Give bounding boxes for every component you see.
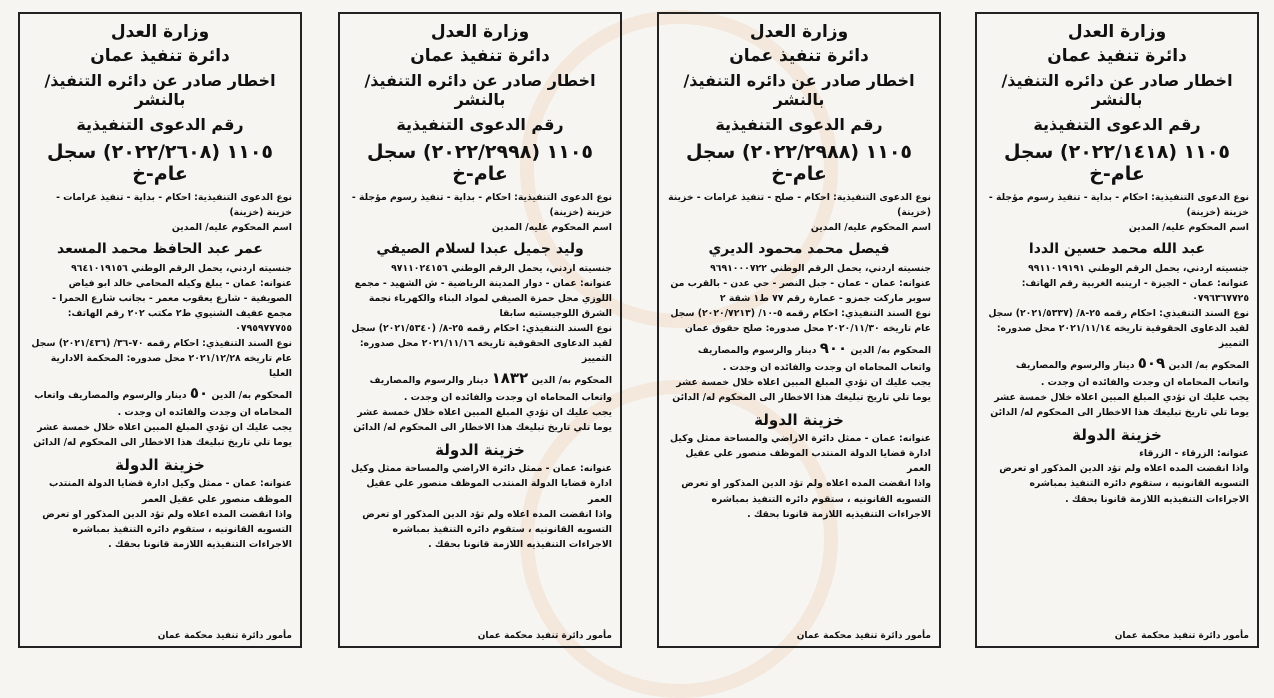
creditor-title: خزينة الدولة [435, 441, 525, 460]
case-type: نوع الدعوى التنفيذية: احكام - بداية - تنفيذ غرامات - خزينة (خزينة) [56, 191, 292, 218]
bond-details: نوع السند التنفيذي: احكام رقمه ٢٥-٨/ (٢٠٢١/٥٣٣٧) سجل لقيد الدعاوى الحقوقية تاريخه ٢٠٢١/١١/١٤ محل صدوره: التمييز [988, 307, 1249, 349]
bond-details: نوع السند التنفيذي: احكام رقمه ٥-١٠/ (٢٠٢٠/٧٢١٣) سجل عام تاريخه ٢٠٢٠/١١/٣٠ محل صدوره: صلح حقوق عمان [670, 307, 931, 334]
notice-card [338, 12, 622, 648]
amount-value: ٥٠ [189, 384, 209, 403]
department-title: دائرة تنفيذ عمان [1047, 46, 1187, 67]
payment-demand: يجب عليك ان تؤدي المبلغ المبين اعلاه خلال خمسة عشر يوما تلي تاريخ تبليغك هذا الاخطار الى المحكوم له/ الدائن [33, 422, 292, 449]
creditor-title: خزينة الدولة [754, 411, 844, 430]
nationality: جنسيته اردني، يحمل الرقم الوطني ٩٦٩١٠٠٠٧٢٢ [710, 262, 931, 274]
department-title: دائرة تنفيذ عمان [90, 46, 230, 67]
case-title: رقم الدعوى التنفيذية [715, 114, 883, 134]
amount-value: ١٨٣٢ [491, 369, 529, 387]
warning-text: واذا انقضت المده اعلاه ولم تؤد الدين المذكور او تعرض التسويه القانونيه ، ستقوم دائره التنفيذ بمباشره الاجراءات التنفيذيه اللازمة قانونا بحقك . [681, 478, 931, 520]
creditor-address: عنوانه: عمان - ممثل دائرة الاراضي والمساحة ممثل وكيل ادارة قضايا الدولة المنتدب الموظف منصور علي عقيل العمر [351, 463, 612, 505]
debtor-label: اسم المحكوم عليه/ المدين [491, 221, 612, 233]
debtor-label: اسم المحكوم عليه/ المدين [171, 221, 292, 233]
amount-prefix: المحكوم به/ الدين [211, 390, 292, 402]
case-title: رقم الدعوى التنفيذية [1033, 114, 1201, 134]
debtor-address: عنوانه: عمان - عمان - جبل النصر - حي عدن - بالقرب من سوبر ماركت جمزو - عمارة رقم ٧٧ ط١ شقة ٢ [670, 277, 931, 304]
bond-details: نوع السند التنفيذي: احكام رقمه ٢٥-٨/ (٢٠٢١/٥٣٤٠) سجل لقيد الدعاوى الحقوقية تاريخه ٢٠٢١/١١/١٦ محل صدوره: التمييز [351, 322, 612, 364]
debtor-label: اسم المحكوم عليه/ المدين [810, 221, 931, 233]
case-type: نوع الدعوى التنفيذية: احكام - صلح - تنفيذ غرامات - خزينة (خزينة) [668, 191, 931, 218]
debtor-name: عبد الله محمد حسين الددا [1028, 240, 1206, 257]
amount-prefix: المحكوم به/ الدين [850, 344, 931, 356]
amount-prefix: المحكوم به/ الدين [1168, 359, 1249, 371]
ministry-title: وزارة العدل [1067, 22, 1167, 42]
case-number: ١١٠٥ (٢٠٢٢/٢٩٩٨) سجل عام-خ [366, 140, 594, 186]
ministry-title: وزارة العدل [430, 22, 530, 42]
bond-details: نوع السند التنفيذي: احكام رقمه ٧٠-٣٦/ (٢٠٢١/٤٣٦) سجل عام تاريخه ٢٠٢١/١٢/٢٨ محل صدوره: المحكمة الادارية العليا [31, 337, 292, 379]
notice-subject: اخطار صادر عن دائره التنفيذ/ بالنشر [1001, 71, 1233, 109]
creditor-address: عنوانه: عمان - ممثل وكيل ادارة قضايا الدولة المنتدب الموظف منصور علي عقيل العمر [48, 478, 292, 505]
department-title: دائرة تنفيذ عمان [410, 46, 550, 67]
payment-demand: يجب عليك ان تؤدي المبلغ المبين اعلاه خلال خمسة عشر يوما تلي تاريخ تبليغك هذا الاخطار الى المحكوم له/ الدائن [990, 392, 1249, 419]
amount-value: ٥٠٩ [1137, 353, 1166, 372]
notice-subject: اخطار صادر عن دائره التنفيذ/ بالنشر [364, 71, 596, 109]
case-number: ١١٠٥ (٢٠٢٢/٢٩٨٨) سجل عام-خ [685, 140, 913, 186]
amount-line [348, 366, 612, 405]
amount-suffix: دينار والرسوم والمصاريف واتعاب المحاماه ان وجدت والفائده ان وجدت . [697, 344, 931, 374]
nationality: جنسيته اردني، يحمل الرقم الوطني ٩٩١١٠١٩١٩١ [1028, 262, 1249, 274]
amount-line [667, 336, 931, 375]
warning-text: واذا انقضت المده اعلاه ولم تؤد الدين المذكور او تعرض التسويه القانونيه ، ستقوم دائره التنفيذ بمباشره الاجراءات التنفيذيه اللازمة قانونا بحقك . [42, 508, 292, 550]
notice-card [975, 12, 1259, 648]
payment-demand: يجب عليك ان تؤدي المبلغ المبين اعلاه خلال خمسة عشر يوما تلي تاريخ تبليغك هذا الاخطار الى المحكوم له/ الدائن [353, 407, 612, 434]
notice-footer: مأمور دائرة تنفيذ محكمة عمان [1114, 631, 1249, 641]
debtor-label: اسم المحكوم عليه/ المدين [1128, 221, 1249, 233]
payment-demand: يجب عليك ان تؤدي المبلغ المبين اعلاه خلال خمسة عشر يوما تلي تاريخ تبليغك هذا الاخطار الى المحكوم له/ الدائن [672, 377, 931, 404]
case-number: ١١٠٥ (٢٠٢٢/١٤١٨) سجل عام-خ [1003, 140, 1231, 186]
creditor-address: عنوانه: عمان - ممثل دائرة الاراضي والمساحة ممثل وكيل ادارة قضايا الدولة المنتدب الموظف منصور علي عقيل العمر [670, 433, 931, 475]
notice-footer: مأمور دائرة تنفيذ محكمة عمان [157, 631, 292, 641]
amount-suffix: دينار والرسوم والمصاريف واتعاب المحاماه ان وجدت والفائده ان وجدت . [34, 390, 292, 419]
notice-subject: اخطار صادر عن دائره التنفيذ/ بالنشر [683, 71, 915, 109]
warning-text: واذا انقضت المده اعلاه ولم تؤد الدين المذكور او تعرض التسويه القانونيه ، ستقوم دائره التنفيذ بمباشره الاجراءات التنفيذيه اللازمة قانونا بحقك . [362, 508, 612, 550]
amount-line [985, 351, 1249, 390]
debtor-name: فيصل محمد محمود الديري [708, 240, 890, 257]
debtor-address: عنوانه: عمان - دوار المدينة الرياضية - ش الشهيد - مجمع اللوزي محل حمزة الصيفي لمواد البناء والكهرباء نجمة الشرق اللوجيستيه سابقا [354, 277, 612, 319]
amount-line [28, 381, 292, 420]
nationality: جنسيته اردني، يحمل الرقم الوطني ٩٦٤١٠١٩١٥٦ [71, 262, 292, 274]
notice-footer: مأمور دائرة تنفيذ محكمة عمان [477, 631, 612, 641]
debtor-name: عمر عبد الحافظ محمد المسعد [57, 240, 263, 257]
notice-card [657, 12, 941, 648]
creditor-address: عنوانه: الزرقاء - الزرقاء [1139, 448, 1249, 460]
notice-card [18, 12, 302, 648]
amount-suffix: دينار والرسوم والمصاريف واتعاب المحاماه ان وجدت والفائده ان وجدت . [1015, 359, 1249, 389]
case-title: رقم الدعوى التنفيذية [76, 114, 244, 134]
notice-footer: مأمور دائرة تنفيذ محكمة عمان [796, 631, 931, 641]
ministry-title: وزارة العدل [749, 22, 849, 42]
debtor-address: عنوانه: عمان - يبلغ وكيله المحامي خالد ابو فياض الصويفية - شارع يعقوب معمر - بجانب شارع الحمرا - مجمع عفيف الشنيوي ط٢ مكتب ٢٠٢ رقم الهاتف: ٠٧٩٥٩٧٧٧٥٥ [52, 277, 292, 334]
warning-text: واذا انقضت المده اعلاه ولم تؤد الدين المذكور او تعرض التسويه القانونيه ، ستقوم دائره التنفيذ بمباشره الاجراءات التنفيذيه اللازمة قانونا بحقك . [999, 463, 1249, 505]
case-type: نوع الدعوى التنفيذية: احكام - بداية - تنفيذ رسوم مؤجلة - خزينة (خزينة) [988, 191, 1249, 218]
debtor-address: عنوانه: عمان - الجيزة - ارينبه الغربية رقم الهاتف: ٠٧٩٦٣٦٧٧٢٥ [1021, 277, 1249, 304]
creditor-title: خزينة الدولة [115, 456, 205, 475]
nationality: جنسيته اردني، يحمل الرقم الوطني ٩٧١١٠٢٤١٥٦ [391, 262, 612, 274]
case-number: ١١٠٥ (٢٠٢٢/٢٦٠٨) سجل عام-خ [46, 140, 274, 186]
amount-suffix: دينار والرسوم والمصاريف واتعاب المحاماه ان وجدت والفائده ان وجدت . [369, 375, 612, 404]
ministry-title: وزارة العدل [110, 22, 210, 42]
amount-prefix: المحكوم به/ الدين [531, 375, 612, 386]
case-title: رقم الدعوى التنفيذية [396, 114, 564, 134]
debtor-name: وليد جميل عبدا لسلام الصيفي [376, 240, 584, 257]
department-title: دائرة تنفيذ عمان [729, 46, 869, 67]
notice-subject: اخطار صادر عن دائره التنفيذ/ بالنشر [44, 71, 276, 109]
amount-value: ٩٠٠ [819, 338, 848, 357]
case-type: نوع الدعوى التنفيذية: احكام - بداية - تنفيذ رسوم مؤجلة - خزينة (خزينة) [351, 191, 612, 218]
creditor-title: خزينة الدولة [1072, 426, 1162, 445]
